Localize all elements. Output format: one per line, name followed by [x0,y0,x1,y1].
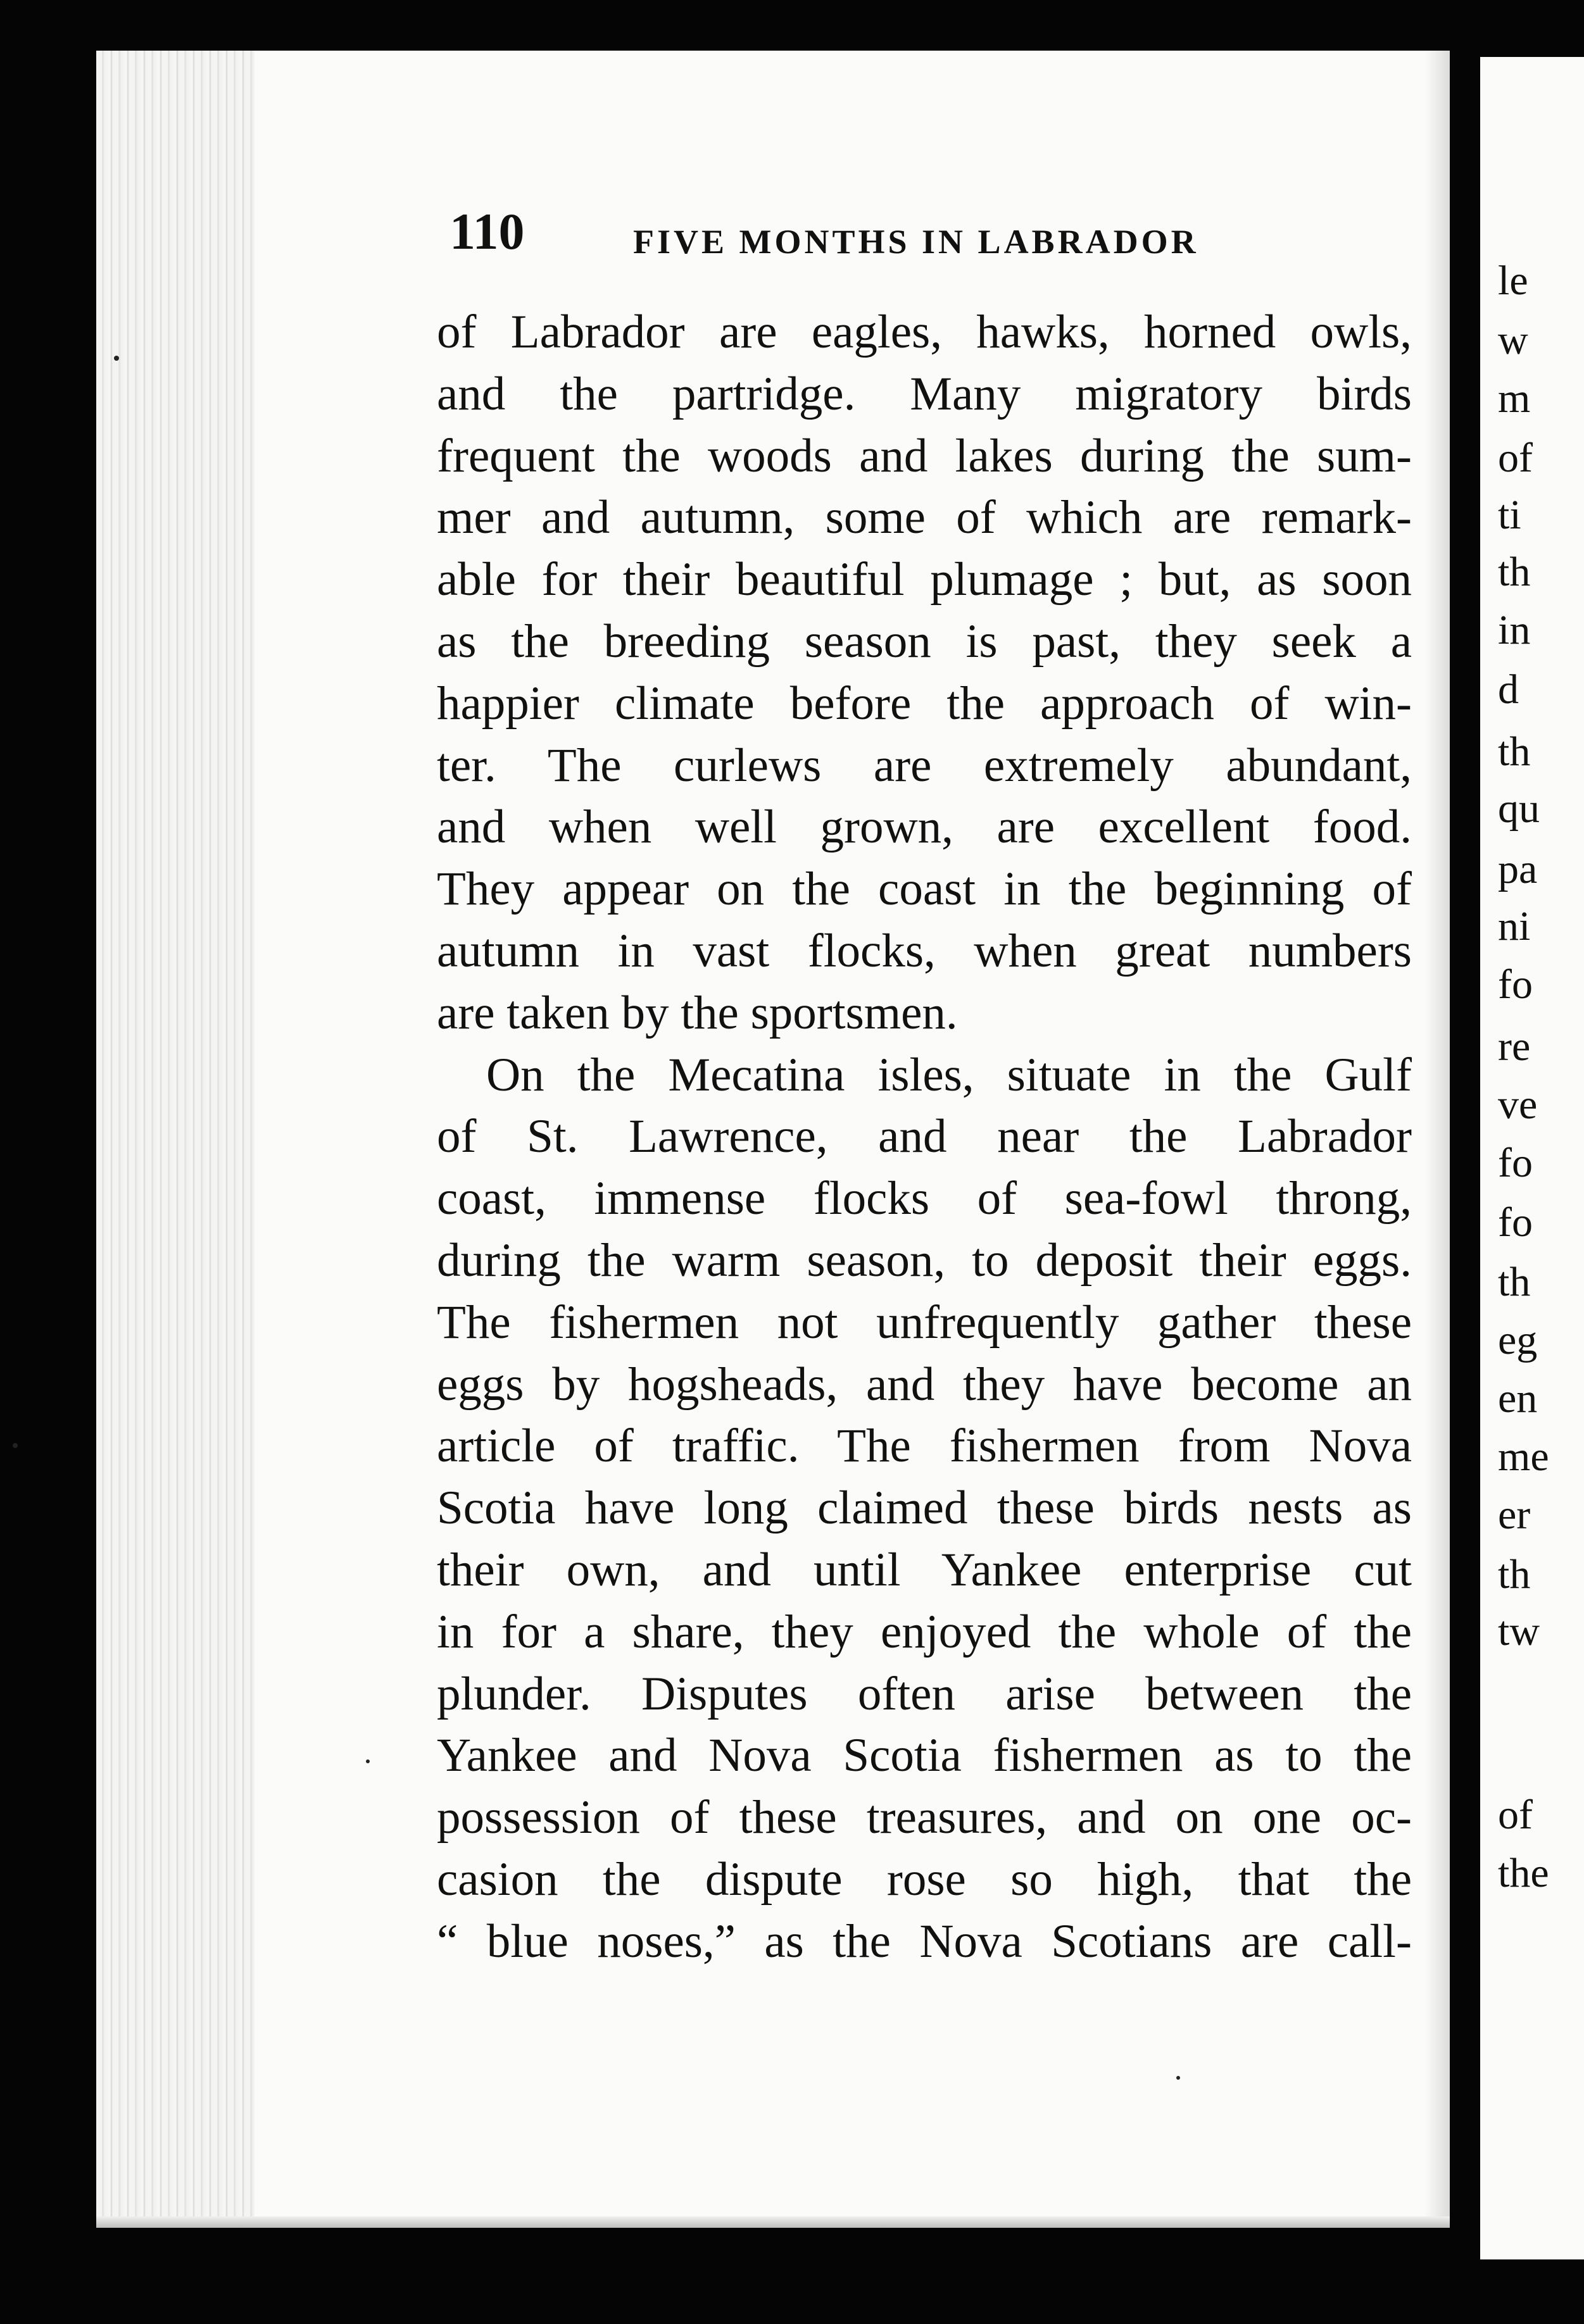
page-edges [96,51,255,2228]
right-page-line-fragment: th [1498,549,1531,595]
right-page-line-fragment: w [1498,317,1528,363]
right-page-line-fragment: re [1498,1023,1531,1070]
right-page-line-fragment: pa [1498,846,1538,892]
right-page-line-fragment: of [1498,1792,1533,1838]
text-line: The fishermen not unfrequently gather these [437,1296,1412,1349]
text-line: of Labrador are eagles, hawks, horned owls, [437,306,1412,358]
right-page-line-fragment: fo [1498,961,1533,1008]
text-line: article of traffic. The fishermen from Nova [437,1420,1412,1473]
text-line: are taken by the sportsmen. [437,986,958,1039]
text-line: of St. Lawrence, and near the Labrador [437,1110,1412,1163]
gutter-shadow [1424,51,1450,2228]
text-line: coast, immense flocks of sea-fowl throng, [437,1172,1412,1225]
text-line: eggs by hogsheads, and they have become an [437,1358,1412,1411]
text-line: mer and autumn, some of which are remark- [437,491,1412,544]
right-page-line-fragment: er [1498,1492,1531,1538]
text-line: their own, and until Yankee enterprise cut [437,1543,1412,1596]
text-line: frequent the woods and lakes during the sum- [437,429,1412,482]
right-page-line-fragment: en [1498,1375,1538,1421]
text-line: in for a share, they enjoyed the whole of the [437,1605,1412,1658]
right-page-line-fragment: ve [1498,1082,1538,1128]
text-line: They appear on the coast in the beginning of [437,863,1412,916]
text-line: and when well grown, are excellent food. [437,801,1412,854]
right-page-line-fragment: ni [1498,903,1531,949]
text-line: during the warm season, to deposit their eggs. [437,1234,1412,1287]
right-page-line-fragment: in [1498,607,1531,653]
page-number: 110 [449,203,525,260]
right-page-line-fragment: th [1498,1551,1531,1597]
bottom-page-edge [96,2216,1450,2228]
right-page-line-fragment: of [1498,435,1533,481]
scan-speck [13,1443,18,1448]
right-page-line-fragment: le [1498,258,1528,304]
right-page-line-fragment: m [1498,375,1531,422]
text-line: able for their beautiful plumage ; but, as soon [437,553,1412,606]
right-page-line-fragment: ti [1498,492,1521,538]
right-page-line-fragment: eg [1498,1317,1538,1363]
scan-speck [114,356,119,361]
text-line: ter. The curlews are extremely abundant, [437,739,1412,792]
text-line: autumn in vast flocks, when great numbers [437,924,1412,977]
right-page-line-fragment: d [1498,666,1519,713]
right-page-line-fragment: qu [1498,785,1540,832]
text-line: Scotia have long claimed these birds nests as [437,1482,1412,1535]
text-line: possession of these treasures, and on one oc- [437,1791,1412,1844]
right-page-fragment [1480,57,1584,2259]
text-line: “ blue noses,” as the Nova Scotians are call- [437,1915,1412,1968]
text-line: and the partridge. Many migratory birds [437,367,1412,420]
text-line: casion the dispute rose so high, that the [437,1852,1412,1906]
right-page-line-fragment: the [1498,1850,1549,1896]
page-text [437,200,1412,1973]
right-page-line-fragment: me [1498,1434,1549,1480]
body-text [437,301,1412,1973]
right-page-line-fragment: th [1498,1259,1531,1305]
right-page-line-fragment: th [1498,728,1531,775]
text-line: plunder. Disputes often arise between the [437,1667,1412,1720]
right-page-line-fragment: fo [1498,1140,1533,1186]
text-line: Yankee and Nova Scotia fishermen as to the [437,1729,1412,1782]
text-line: happier climate before the approach of win- [437,677,1412,730]
running-title: FIVE MONTHS IN LABRADOR [633,223,1199,261]
running-head [437,200,1412,301]
scan-speck [1176,2076,1180,2080]
text-line: On the Mecatina isles, situate in the Gulf [486,1048,1412,1101]
text-line: as the breeding season is past, they seek a [437,615,1412,668]
right-page-line-fragment: fo [1498,1199,1533,1246]
right-page-line-fragment: tw [1498,1608,1540,1654]
scan-speck [366,1759,370,1763]
